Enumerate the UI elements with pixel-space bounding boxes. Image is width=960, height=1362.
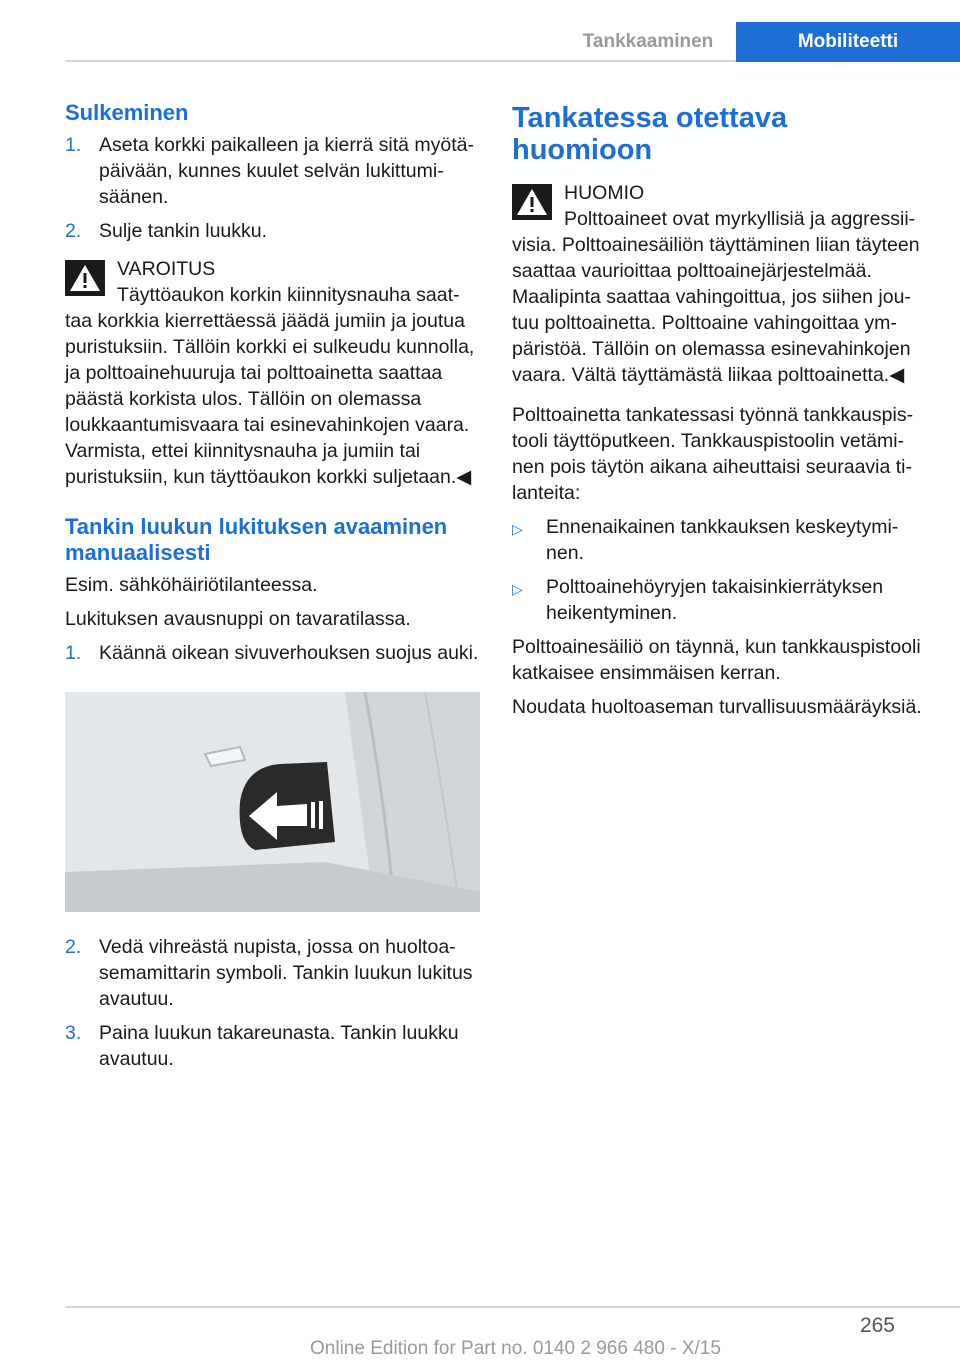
list-item [512, 574, 927, 626]
step-text: Sulje tankin luukku. [99, 220, 268, 242]
step-text: Paina luukun takareunasta. Tankin luukku avautuu. [99, 1022, 459, 1070]
list-item [65, 640, 480, 666]
trunk-panel-illustration [65, 692, 480, 912]
list-item [65, 218, 480, 244]
bullet-triangle-icon: ▷ [512, 581, 523, 597]
step-number: 2. [65, 220, 82, 242]
warning-box [65, 256, 480, 490]
step-number: 3. [65, 1022, 82, 1044]
paragraph: Noudata huoltoaseman turvallisuusmääräyksiä. [512, 696, 922, 718]
list-item [512, 514, 927, 566]
left-column [65, 100, 480, 1080]
heading-closing: Sulkeminen [65, 100, 189, 125]
step-number: 1. [65, 642, 82, 664]
footer-rule [65, 1306, 960, 1308]
step-text: Aseta korkki paikalleen ja kierrä sitä myötäpäivään, kunnes kuulet selvän lukittumisäänen. [99, 134, 474, 208]
warning-triangle-icon [65, 260, 105, 296]
heading-refuel-notes: Tankatessa otettava huomioon [512, 102, 788, 166]
list-item [65, 1020, 480, 1072]
bullet-text: Polttoainehöyryjen takaisinkierrätyksen heikentyminen. [546, 576, 884, 624]
list-item [65, 934, 480, 1012]
trunk-release-photo [65, 692, 480, 912]
notice-title: HUOMIO [564, 182, 645, 204]
warning-triangle-icon [512, 184, 552, 220]
step-text: Vedä vihreästä nupista, jossa on huoltoasemamittarin symboli. Tankin luukun lukitus avautuu. [99, 936, 473, 1010]
paragraph: Polttoainetta tankatessasi työnnä tankkauspistooli täyttöputkeen. Tankkauspistoolin vetäminen pois täytön aikana aiheuttaisi seuraavia tilanteita: [512, 404, 914, 504]
right-column [512, 100, 927, 728]
list-item [65, 132, 480, 210]
page-number: 265 [859, 1314, 895, 1337]
header-section-tab[interactable]: Tankkaaminen [582, 31, 714, 52]
paragraph: Lukituksen avausnuppi on tavaratilassa. [65, 608, 411, 630]
notice-box [512, 180, 927, 388]
step-text: Käännä oikean sivuverhouksen suojus auki. [99, 642, 479, 664]
step-number: 2. [65, 936, 82, 958]
edition-note: Online Edition for Part no. 0140 2 966 480 - X/15 [310, 1338, 721, 1359]
step-number: 1. [65, 134, 82, 156]
warning-title: VAROITUS [117, 258, 216, 280]
warning-text: Täyttöaukon korkin kiinnitysnauha saattaa korkkia kierrettäessä jäädä jumiin ja joutua puristuksiin. Tällöin korkki ei sulkeudu kunnolla, ja polttoainehuuruja tai polttoainetta saattaa päästä korkista ulos. Tällöin on olemassa loukkaantumisvaara tai esinevahinkojen vaara. Varmista, ettei kiinnitysnauha ja jumiin tai puristuksiin, kun täyttöaukon korkki suljetaan.◀ [65, 284, 475, 488]
bullet-text: Ennenaikainen tankkauksen keskeytyminen. [546, 516, 899, 564]
heading-manual-unlock: Tankin luukun lukituksen avaaminen manuaalisesti [65, 514, 448, 565]
notice-text: Polttoaineet ovat myrkyllisiä ja aggressiivisia. Polttoainesäiliön täyttäminen liian täyteen saattaa vaurioittaa polttoainejärjestelmää. Maalipinta saattaa vahingoittua, jos siihen joutuu polttoainetta. Polttoaine vahingoittaa ympäristöä. Tällöin on olemassa esinevahinkojen vaara. Vältä täyttämästä liikaa polttoainetta.◀ [512, 208, 920, 386]
bullet-triangle-icon: ▷ [512, 521, 523, 537]
paragraph: Polttoainesäiliö on täynnä, kun tankkauspistooli katkaisee ensimmäisen kerran. [512, 636, 921, 684]
paragraph: Esim. sähköhäiriötilanteessa. [65, 574, 318, 596]
header-chapter-tab[interactable]: Mobiliteetti [736, 22, 960, 62]
